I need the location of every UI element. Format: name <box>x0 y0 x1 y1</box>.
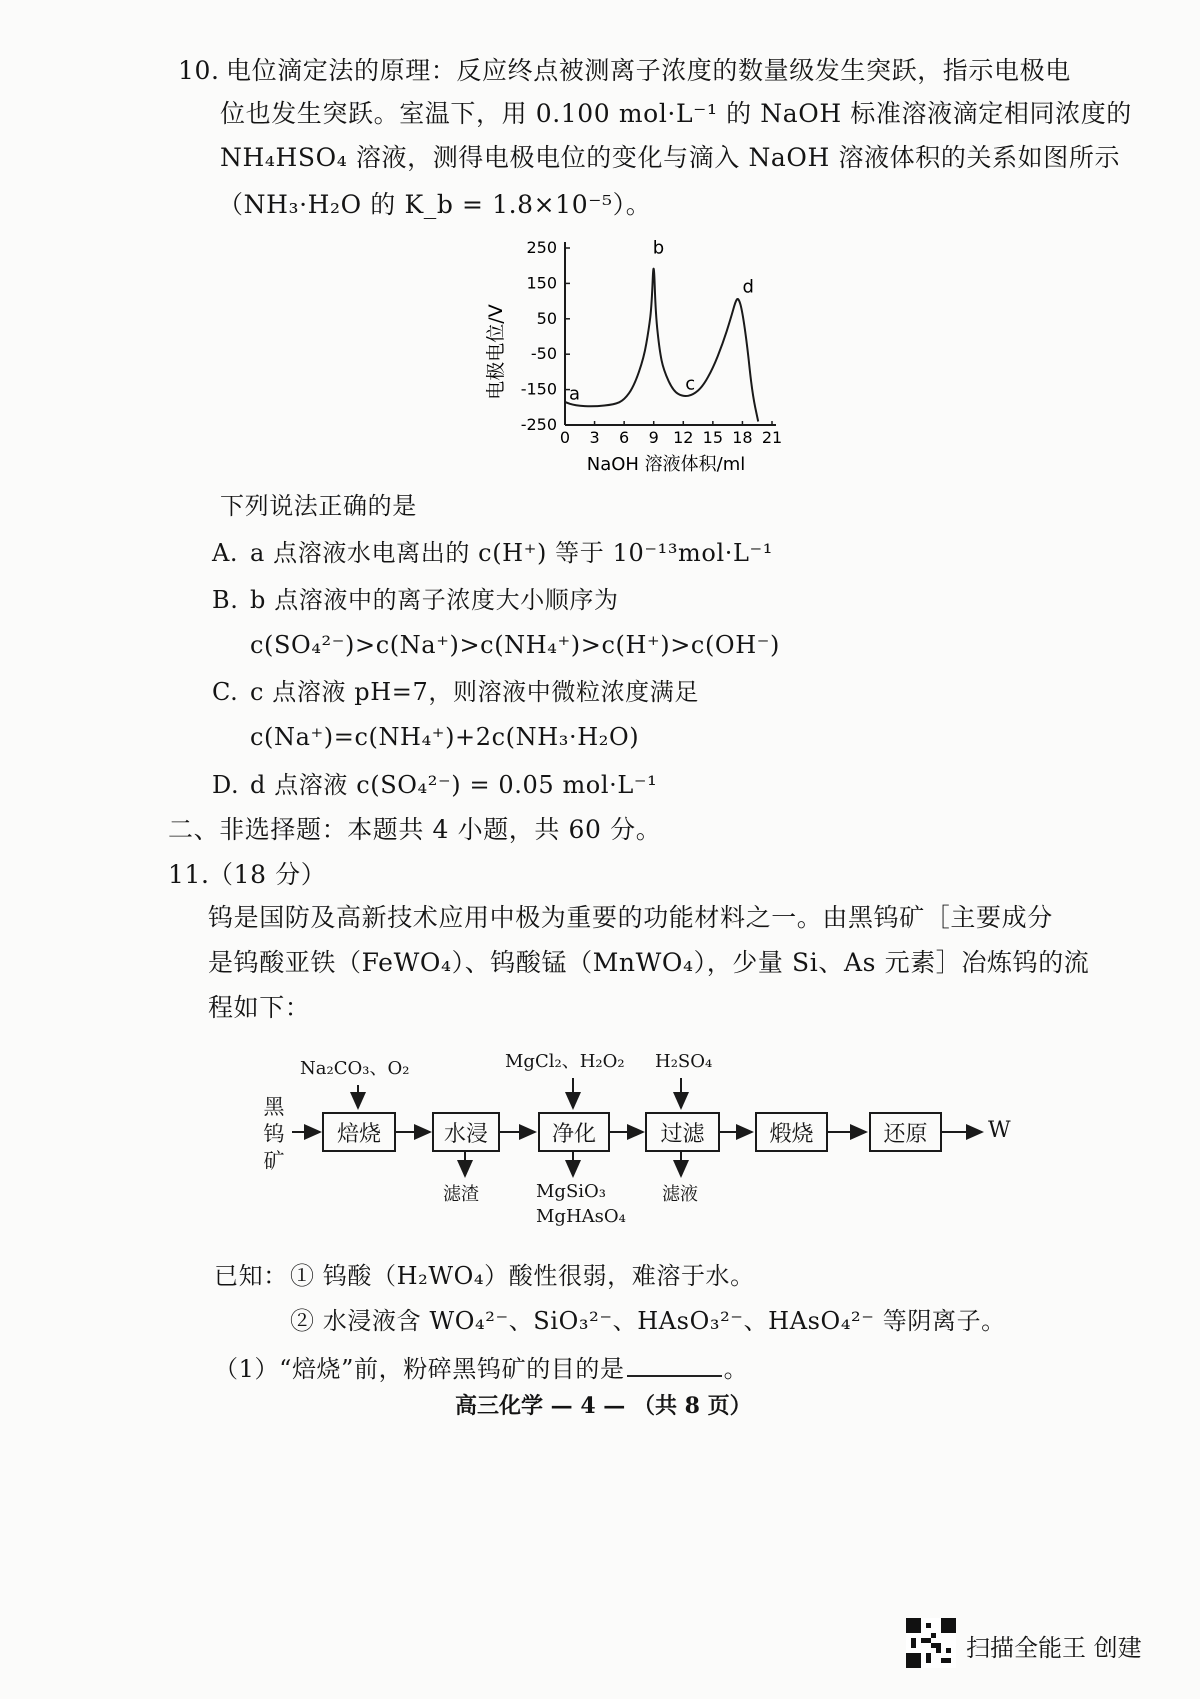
question-10-line-1: 电位滴定法的原理：反应终点被测离子浓度的数量级发生突跃，指示电极电 <box>226 56 1071 85</box>
flow-input-purify: MgCl₂、H₂O₂ <box>505 1051 625 1072</box>
option-c-text-2: c(Na⁺)=c(NH₄⁺)+2c(NH₃·H₂O) <box>250 723 640 751</box>
option-d-letter: D. <box>212 771 240 799</box>
point-label-b: b <box>652 237 665 259</box>
qr-code-icon <box>906 1618 956 1668</box>
flow-step-leach: 水浸 <box>432 1112 500 1152</box>
point-label-a: a <box>568 383 581 405</box>
x-tick-label: 0 <box>559 428 571 447</box>
scanner-watermark: 扫描全能王 创建 <box>966 1634 1142 1662</box>
y-tick-label: -50 <box>530 344 557 364</box>
flow-source-label: 黑钨矿 <box>263 1095 285 1173</box>
x-tick-label: 12 <box>673 428 694 447</box>
flow-step-reduce: 还原 <box>869 1112 942 1152</box>
flow-step-purify: 净化 <box>538 1112 610 1152</box>
point-label-c: c <box>685 373 696 395</box>
option-c-text: c 点溶液 pH=7，则溶液中微粒浓度满足 <box>250 678 699 706</box>
y-tick-label: -250 <box>520 415 557 434</box>
option-b-text: b 点溶液中的离子浓度大小顺序为 <box>250 586 619 614</box>
known-label: 已知： <box>214 1262 288 1290</box>
y-tick-label: 250 <box>526 238 557 257</box>
option-a-letter: A. <box>212 539 239 567</box>
subquestion-1-text: （1）“焙烧”前，粉碎黑钨矿的目的是 <box>214 1355 625 1383</box>
question-stem: 下列说法正确的是 <box>220 492 417 520</box>
flow-input-filter: H₂SO₄ <box>655 1051 713 1072</box>
y-axis-label: 电极电位/V <box>485 304 507 400</box>
question-10-line-4: （NH₃·H₂O 的 K_b = 1.8×10⁻⁵）。 <box>218 190 652 219</box>
x-tick-label: 9 <box>648 428 659 447</box>
question-11-number: 11. <box>168 860 210 889</box>
option-b-letter: B. <box>212 586 239 614</box>
flow-output-leach: 滤渣 <box>443 1184 479 1205</box>
x-tick-label: 15 <box>702 428 724 447</box>
flow-output-filter: 滤液 <box>662 1184 698 1205</box>
flow-output-purify-2: MgHAsO₄ <box>536 1206 626 1227</box>
section-2-heading: 二、非选择题：本题共 4 小题，共 60 分。 <box>168 815 662 844</box>
subquestion-1 <box>214 1355 748 1381</box>
flow-output-purify-1: MgSiO₃ <box>536 1181 607 1202</box>
question-10-line-2: 位也发生突跃。室温下，用 0.100 mol·L⁻¹ 的 NaOH 标准溶液滴定相同浓度的 <box>220 99 1132 128</box>
known-item-2: ② 水浸液含 WO₄²⁻、SiO₃²⁻、HAsO₃²⁻、HAsO₄²⁻ 等阴离子。 <box>290 1307 1006 1335</box>
y-tick-label: -150 <box>520 379 557 399</box>
flow-product: W <box>988 1118 1011 1143</box>
y-tick-label: 50 <box>536 308 557 328</box>
x-tick-label: 6 <box>619 428 630 447</box>
flow-step-calcine: 煅烧 <box>755 1112 828 1152</box>
question-11-intro-2: 是钨酸亚铁（FeWO₄）、钨酸锰（MnWO₄），少量 Si、As 元素］冶炼钨的流 <box>208 948 1090 977</box>
page-footer: 高三化学 — 4 — （共 8 页） <box>455 1393 752 1419</box>
answer-blank <box>627 1355 722 1377</box>
known-item-1: ① 钨酸（H₂WO₄）酸性很弱，难溶于水。 <box>290 1262 755 1290</box>
x-axis-label: NaOH 溶液体积/ml <box>586 454 746 475</box>
question-11-intro-3: 程如下： <box>208 993 311 1022</box>
option-d-text: d 点溶液 c(SO₄²⁻) = 0.05 mol·L⁻¹ <box>250 771 658 799</box>
question-11-intro-1: 钨是国防及高新技术应用中极为重要的功能材料之一。由黑钨矿［主要成分 <box>208 903 1053 932</box>
x-tick-label: 18 <box>732 428 753 447</box>
flow-step-filter: 过滤 <box>645 1112 720 1152</box>
option-c-letter: C. <box>212 678 239 706</box>
x-tick-label: 21 <box>761 428 783 447</box>
question-11-score: （18 分） <box>208 860 327 889</box>
question-10-line-3: NH₄HSO₄ 溶液，测得电极电位的变化与滴入 NaOH 溶液体积的关系如图所示 <box>220 143 1121 172</box>
option-b-text-2: c(SO₄²⁻)>c(Na⁺)>c(NH₄⁺)>c(H⁺)>c(OH⁻) <box>250 631 780 659</box>
flow-step-roast: 焙烧 <box>322 1112 396 1152</box>
point-label-d: d <box>742 276 754 298</box>
question-10-number: 10. <box>178 56 220 85</box>
y-tick-label: 150 <box>526 273 557 293</box>
subquestion-1-end: 。 <box>723 1355 749 1383</box>
x-tick-label: 3 <box>589 428 600 447</box>
option-a-text: a 点溶液水电离出的 c(H⁺) 等于 10⁻¹³mol·L⁻¹ <box>250 539 773 567</box>
flow-input-roast: Na₂CO₃、O₂ <box>300 1058 410 1079</box>
